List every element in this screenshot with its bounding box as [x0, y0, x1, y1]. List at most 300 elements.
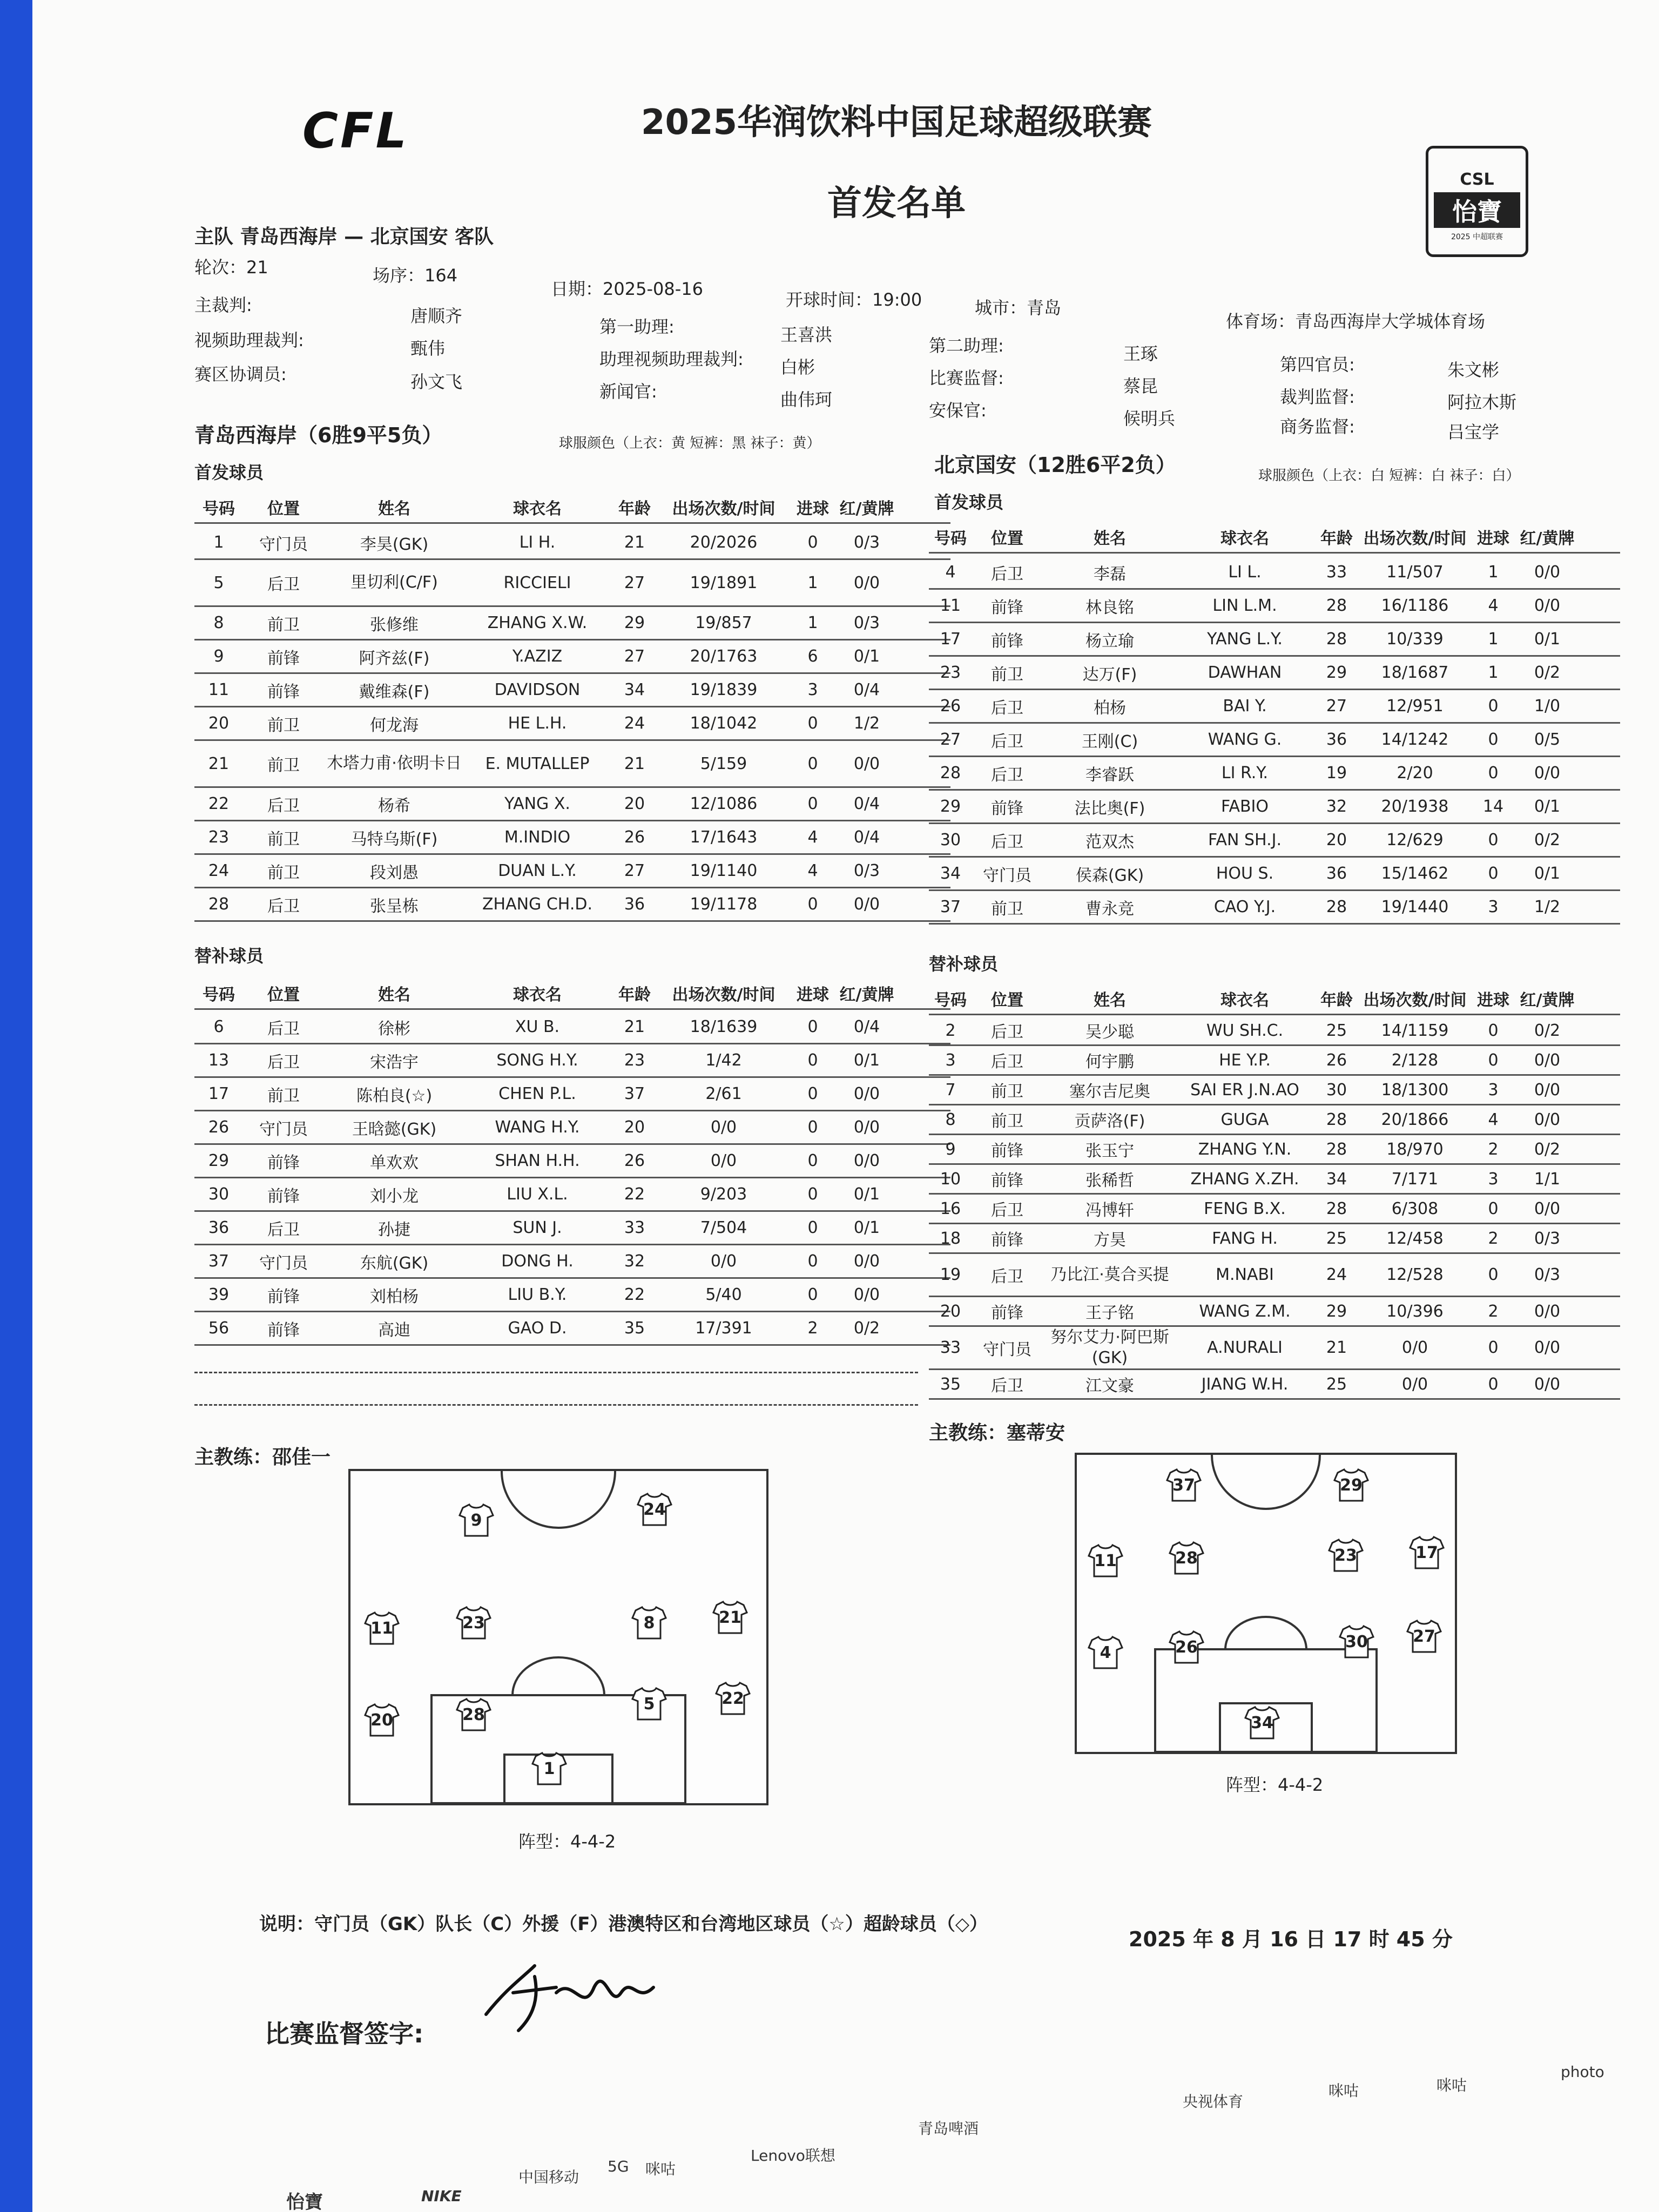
player-shirt-name: M.NABI: [1216, 1265, 1274, 1284]
player-shirt-icon: [715, 1682, 751, 1715]
player-position: 后卫: [991, 765, 1023, 785]
official-label: 第四官员:: [1280, 354, 1355, 375]
player-position: 前锋: [991, 1142, 1023, 1161]
player-number: 9: [213, 647, 224, 666]
player-row: [194, 741, 950, 788]
player-cards: 0/3: [853, 613, 880, 632]
player-position: 前锋: [991, 1304, 1023, 1323]
player-apps: 19/1839: [690, 680, 758, 699]
player-age: 28: [1326, 630, 1347, 649]
shirt-number: 24: [643, 1500, 666, 1519]
player-shirt-name: WANG H.Y.: [495, 1118, 580, 1137]
player-shirt-icon: [1328, 1539, 1364, 1572]
player-position: 前卫: [267, 756, 300, 775]
player-shirt-icon: [1333, 1468, 1369, 1502]
player-shirt-name: GUGA: [1220, 1110, 1269, 1129]
player-age: 22: [624, 1185, 645, 1204]
player-row: [194, 560, 950, 607]
page-title: 2025华润饮料中国足球超级联赛: [640, 103, 1152, 143]
player-row: [929, 1224, 1620, 1254]
player-position: 前卫: [991, 1082, 1023, 1101]
player-row: [194, 1312, 950, 1346]
player-shirt-name: FAN SH.J.: [1208, 831, 1282, 849]
player-number: 13: [208, 1051, 230, 1070]
player-cards: 0/0: [853, 754, 880, 773]
player-shirt-icon: [531, 1752, 567, 1785]
kickoff-label: 开球时间：19:00: [786, 289, 922, 310]
player-age: 36: [624, 895, 645, 914]
player-position: 后卫: [267, 1220, 300, 1239]
player-cards: 1/0: [1534, 697, 1561, 716]
player-number: 37: [940, 898, 961, 916]
player-age: 34: [624, 680, 645, 699]
player-goals: 0: [1488, 1374, 1499, 1394]
player-number: 20: [208, 714, 230, 733]
player-position: 前锋: [267, 1320, 300, 1340]
home-subs-table: [194, 1011, 950, 1346]
player-position: 前卫: [267, 830, 300, 849]
player-shirt-name: RICCIELI: [503, 573, 571, 592]
player-number: 23: [208, 828, 230, 847]
player-name: 戴维森(F): [359, 682, 430, 702]
player-shirt-name: CHEN P.L.: [498, 1084, 576, 1103]
player-goals: 0: [1488, 831, 1499, 849]
player-name: 侯森(GK): [1075, 866, 1144, 885]
player-cards: 0/5: [1534, 730, 1561, 749]
player-row: [929, 623, 1620, 657]
player-apps: 12/458: [1386, 1229, 1444, 1248]
csl-logo-sub: 2025 中超联赛: [1451, 233, 1503, 241]
player-cards: 0/0: [853, 895, 880, 914]
player-apps: 19/1178: [690, 895, 758, 914]
col-apps: 出场次数/时间: [672, 985, 775, 1004]
player-goals: 0: [807, 714, 818, 733]
player-apps: 12/528: [1386, 1265, 1444, 1284]
csl-logo: [1426, 146, 1528, 257]
home-pitch-diagram: [348, 1469, 768, 1805]
player-number: 5: [213, 573, 224, 592]
shirt-number: 28: [1175, 1549, 1198, 1568]
player-shirt-name: DUAN L.Y.: [498, 861, 577, 880]
player-row: [929, 1135, 1620, 1165]
player-shirt-icon: [1169, 1630, 1204, 1664]
player-shirt-name: A.NURALI: [1207, 1338, 1283, 1357]
player-name: 里切利(C/F): [350, 573, 438, 592]
player-cards: 1/2: [1534, 898, 1561, 916]
player-apps: 19/1440: [1381, 898, 1449, 916]
table-divider: [194, 1404, 918, 1406]
player-row: [194, 1279, 950, 1312]
player-goals: 0: [1488, 1021, 1499, 1040]
player-age: 35: [624, 1319, 645, 1338]
player-goals: 0: [807, 1252, 818, 1271]
player-apps: 12/951: [1386, 697, 1444, 716]
player-age: 21: [1326, 1338, 1347, 1357]
player-number: 28: [208, 895, 230, 914]
shirt-number: 1: [543, 1759, 555, 1778]
official-label: 商务监督:: [1280, 416, 1355, 437]
home-coach-label: 主教练：邵佳一: [194, 1446, 331, 1468]
player-number: 39: [208, 1285, 230, 1304]
player-shirt-icon: [456, 1606, 491, 1640]
player-goals: 0: [1488, 1265, 1499, 1284]
cfl-logo: CFL: [302, 103, 409, 159]
official-name: 曲伟珂: [780, 389, 833, 410]
player-apps: 20/2026: [690, 533, 758, 552]
col-age: 年龄: [1320, 990, 1353, 1010]
player-age: 21: [624, 533, 645, 552]
player-age: 28: [1326, 1139, 1347, 1159]
player-position: 前锋: [991, 799, 1023, 818]
player-goals: 4: [807, 828, 818, 847]
shirt-number: 4: [1100, 1643, 1111, 1662]
col-goals: 进球: [1477, 990, 1509, 1010]
player-goals: 0: [807, 754, 818, 773]
shirt-number: 21: [719, 1608, 741, 1627]
player-number: 11: [208, 680, 230, 699]
player-name: 贡萨洛(F): [1074, 1112, 1145, 1131]
player-row: [929, 1016, 1620, 1046]
player-apps: 18/1300: [1381, 1080, 1449, 1100]
player-position: 前锋: [267, 1153, 300, 1172]
shirt-number: 11: [370, 1619, 393, 1638]
csl-logo-brand: 怡寶: [1434, 192, 1520, 228]
official-name: 阿拉木斯: [1447, 392, 1517, 413]
official-label: 第二助理:: [929, 335, 1004, 356]
player-name: 单欢欢: [370, 1153, 419, 1172]
csl-logo-top: CSL: [1460, 170, 1494, 189]
official-label: 主裁判:: [194, 295, 252, 315]
player-shirt-name: WU SH.C.: [1206, 1021, 1284, 1040]
col-apps: 出场次数/时间: [1363, 990, 1467, 1010]
player-cards: 0/0: [1534, 1050, 1561, 1070]
player-cards: 1/2: [853, 714, 880, 733]
shirt-number: 20: [370, 1711, 393, 1730]
player-number: 26: [940, 697, 961, 716]
player-goals: 4: [1488, 596, 1499, 615]
away-starters-header: [929, 521, 1620, 554]
player-position: 守门员: [983, 866, 1031, 885]
away-subs-table: [929, 1016, 1620, 1400]
player-position: 前卫: [267, 615, 300, 635]
signature-scribble: [475, 1955, 659, 2036]
player-number: 33: [940, 1338, 961, 1357]
player-name: 陈柏良(☆): [356, 1086, 433, 1105]
player-number: 56: [208, 1319, 230, 1338]
official-label: 比赛监督:: [929, 368, 1004, 388]
player-cards: 0/4: [853, 828, 880, 847]
home-starters-table: [194, 527, 950, 922]
player-cards: 0/0: [1534, 1338, 1561, 1357]
player-age: 27: [624, 861, 645, 880]
official-name: 蔡昆: [1123, 376, 1158, 396]
player-row: [194, 1011, 950, 1044]
player-shirt-name: YANG X.: [504, 794, 570, 813]
player-goals: 3: [1488, 1169, 1499, 1189]
player-number: 27: [940, 730, 961, 749]
col-cards: 红/黄牌: [839, 499, 894, 518]
player-position: 前锋: [267, 682, 300, 702]
player-number: 30: [940, 831, 961, 849]
player-goals: 0: [807, 1084, 818, 1103]
player-goals: 0: [1488, 730, 1499, 749]
player-apps: 9/203: [700, 1185, 747, 1204]
player-goals: 1: [807, 613, 818, 632]
player-apps: 19/857: [695, 613, 752, 632]
player-cards: 0/0: [1534, 596, 1561, 615]
player-apps: 0/0: [710, 1252, 737, 1271]
away-subs-label: 替补球员: [929, 954, 999, 974]
player-name: 王晗懿(GK): [352, 1120, 437, 1139]
home-starters-label: 首发球员: [194, 462, 264, 483]
player-number: 26: [208, 1118, 230, 1137]
player-row: [929, 724, 1620, 757]
player-name: 法比奥(F): [1074, 799, 1145, 818]
player-age: 22: [624, 1285, 645, 1304]
player-age: 28: [1326, 898, 1347, 916]
player-apps: 6/308: [1391, 1199, 1439, 1218]
player-row: [929, 1076, 1620, 1105]
player-goals: 0: [807, 1051, 818, 1070]
shirt-number: 28: [462, 1705, 485, 1724]
player-apps: 10/339: [1386, 630, 1444, 649]
player-apps: 19/1140: [690, 861, 758, 880]
away-formation-label: 阵型：4-4-2: [1226, 1775, 1324, 1795]
player-cards: 0/2: [853, 1319, 880, 1338]
player-goals: 2: [1488, 1301, 1499, 1321]
player-name: 达万(F): [1082, 665, 1137, 684]
sequence-label: 场序：164: [373, 265, 458, 286]
player-shirt-icon: [1409, 1536, 1445, 1569]
player-cards: 0/3: [1534, 1265, 1561, 1284]
city-label: 城市：青岛: [975, 298, 1062, 318]
player-name: 张稀哲: [1085, 1171, 1134, 1190]
player-row: [929, 1370, 1620, 1400]
player-goals: 0: [807, 794, 818, 813]
player-goals: 0: [1488, 1199, 1499, 1218]
shirt-number: 34: [1251, 1714, 1273, 1732]
official-label: 视频助理裁判:: [194, 330, 304, 350]
player-number: 2: [945, 1021, 956, 1040]
player-shirt-icon: [631, 1687, 667, 1721]
player-age: 25: [1326, 1229, 1347, 1248]
player-apps: 18/1687: [1381, 663, 1449, 682]
player-shirt-name: E. MUTALLEP: [485, 754, 590, 773]
player-apps: 7/171: [1391, 1169, 1439, 1189]
round-label: 轮次：21: [194, 257, 268, 278]
official-label: 裁判监督:: [1280, 387, 1355, 407]
player-row: [194, 607, 950, 640]
player-position: 后卫: [267, 575, 300, 594]
col-goals: 进球: [797, 499, 829, 518]
player-cards: 0/1: [853, 1218, 880, 1237]
player-position: 守门员: [259, 1120, 308, 1139]
player-shirt-name: SAI ER J.N.AO: [1190, 1080, 1299, 1100]
player-shirt-name: ZHANG CH.D.: [482, 895, 592, 914]
player-goals: 3: [807, 680, 818, 699]
player-position: 后卫: [267, 896, 300, 916]
player-position: 守门员: [259, 535, 308, 554]
player-apps: 0/0: [710, 1151, 737, 1170]
player-cards: 0/0: [853, 1285, 880, 1304]
player-cards: 0/0: [1534, 1080, 1561, 1100]
away-team-label: 北京国安（12胜6平2负）: [934, 453, 1176, 477]
player-cards: 0/0: [853, 1151, 880, 1170]
player-shirt-name: LI R.Y.: [1221, 764, 1269, 783]
home-subs-header: [194, 977, 950, 1010]
signature: [475, 1955, 659, 2036]
player-apps: 19/1891: [690, 573, 758, 592]
player-position: 后卫: [991, 1053, 1023, 1071]
player-goals: 0: [1488, 1050, 1499, 1070]
player-number: 19: [940, 1265, 961, 1284]
player-apps: 7/504: [700, 1218, 747, 1237]
shirt-number: 37: [1172, 1476, 1195, 1495]
away-kit-label: 球服颜色（上衣：白 短裤：白 袜子：白）: [1258, 468, 1520, 484]
player-goals: 2: [1488, 1139, 1499, 1159]
player-age: 28: [1326, 1110, 1347, 1129]
player-row: [194, 1044, 950, 1078]
player-row: [929, 556, 1620, 590]
official-name: 王琢: [1123, 343, 1158, 364]
player-row: [194, 855, 950, 888]
player-position: 后卫: [991, 1267, 1023, 1286]
player-number: 11: [940, 596, 961, 615]
away-starters-table: [929, 556, 1620, 925]
official-label: 第一助理:: [599, 316, 675, 337]
player-age: 26: [624, 1151, 645, 1170]
player-shirt-name: HE Y.P.: [1219, 1050, 1271, 1070]
col-apps: 出场次数/时间: [1363, 529, 1467, 548]
sponsor-logo: Lenovo联想: [751, 2147, 835, 2164]
player-goals: 1: [1488, 630, 1499, 649]
away-subs-header: [929, 983, 1620, 1015]
player-goals: 14: [1482, 797, 1504, 816]
player-number: 29: [208, 1151, 230, 1170]
player-cards: 0/2: [1534, 1139, 1561, 1159]
player-row: [929, 891, 1620, 925]
col-position: 位置: [267, 985, 300, 1004]
player-row: [194, 821, 950, 855]
player-goals: 2: [1488, 1229, 1499, 1248]
player-shirt-name: CAO Y.J.: [1213, 898, 1276, 916]
player-number: 17: [208, 1084, 230, 1103]
player-goals: 0: [1488, 1338, 1499, 1357]
away-pitch-diagram: [1075, 1453, 1457, 1754]
player-apps: 12/1086: [690, 794, 758, 813]
player-name: 阿齐兹(F): [359, 649, 430, 668]
player-goals: 0: [807, 1118, 818, 1137]
official-label: 赛区协调员:: [194, 364, 287, 385]
sponsor-logo: 中国移动: [518, 2168, 579, 2186]
player-age: 25: [1326, 1021, 1347, 1040]
player-number: 22: [208, 794, 230, 813]
player-apps: 5/40: [705, 1285, 742, 1304]
player-position: 后卫: [991, 732, 1023, 751]
player-cards: 0/0: [853, 1084, 880, 1103]
shirt-number: 11: [1094, 1552, 1117, 1570]
player-name: 杨立瑜: [1085, 631, 1134, 651]
col-shirt-name: 球衣名: [513, 985, 562, 1004]
player-apps: 16/1186: [1381, 596, 1449, 615]
player-number: 8: [213, 613, 224, 632]
player-shirt-name: SUN J.: [512, 1218, 562, 1237]
player-shirt-name: SONG H.Y.: [496, 1051, 578, 1070]
player-apps: 2/128: [1391, 1050, 1439, 1070]
player-goals: 0: [1488, 864, 1499, 883]
player-name: 刘柏杨: [370, 1287, 419, 1306]
player-row: [194, 1245, 950, 1279]
player-shirt-name: LIU X.L.: [507, 1185, 568, 1204]
stadium-label: 体育场：青岛西海岸大学城体育场: [1226, 311, 1486, 332]
shirt-number: 9: [470, 1511, 482, 1530]
player-shirt-name: Y.AZIZ: [512, 647, 563, 666]
col-name: 姓名: [378, 499, 410, 518]
player-age: 27: [1326, 697, 1347, 716]
player-shirt-icon: [364, 1703, 400, 1737]
player-goals: 0: [807, 895, 818, 914]
player-name: 何龙海: [370, 716, 419, 735]
player-name: 塞尔吉尼奥: [1069, 1082, 1150, 1101]
player-name: 张修维: [370, 615, 419, 635]
player-number: 9: [945, 1139, 956, 1159]
player-shirt-name: WANG G.: [1208, 730, 1282, 749]
player-shirt-name: FENG B.X.: [1204, 1199, 1286, 1218]
player-cards: 0/4: [853, 1017, 880, 1036]
player-apps: 20/1938: [1381, 797, 1449, 816]
official-label: 安保官:: [929, 400, 987, 421]
player-name: 马特乌斯(F): [350, 830, 438, 849]
player-name: 曹永竞: [1085, 899, 1134, 919]
player-position: 守门员: [259, 1253, 308, 1273]
home-starters-header: [194, 491, 950, 524]
player-apps: 0/0: [1401, 1374, 1428, 1394]
player-age: 26: [624, 828, 645, 847]
col-position: 位置: [991, 529, 1023, 548]
player-age: 34: [1326, 1169, 1347, 1189]
player-cards: 0/0: [1534, 1110, 1561, 1129]
player-goals: 2: [807, 1319, 818, 1338]
player-apps: 11/507: [1386, 563, 1444, 582]
col-shirt-name: 球衣名: [513, 499, 562, 518]
col-number: 号码: [203, 499, 235, 518]
player-shirt-name: YANG L.Y.: [1207, 630, 1283, 649]
official-name: 孙文飞: [410, 372, 463, 392]
player-position: 后卫: [991, 832, 1023, 852]
player-shirt-icon: [712, 1601, 748, 1634]
player-age: 28: [1326, 596, 1347, 615]
col-number: 号码: [203, 985, 235, 1004]
sponsor-logo: 咪咕: [645, 2160, 676, 2178]
player-shirt-name: LI H.: [519, 533, 556, 552]
player-age: 36: [1326, 864, 1347, 883]
player-age: 32: [1326, 797, 1347, 816]
player-position: 前锋: [991, 1171, 1023, 1190]
player-shirt-name: WANG Z.M.: [1199, 1301, 1291, 1321]
player-age: 33: [1326, 563, 1347, 582]
player-age: 29: [1326, 1301, 1347, 1321]
sponsor-logo: 央视体育: [1183, 2093, 1244, 2110]
player-name: 张呈栋: [370, 896, 419, 916]
player-position: 前锋: [991, 598, 1023, 617]
player-cards: 0/0: [1534, 1199, 1561, 1218]
player-number: 21: [208, 754, 230, 773]
player-cards: 0/2: [1534, 663, 1561, 682]
player-shirt-name: BAI Y.: [1223, 697, 1267, 716]
player-number: 8: [945, 1110, 956, 1129]
player-shirt-icon: [631, 1606, 667, 1640]
player-name: 张玉宁: [1085, 1142, 1134, 1161]
